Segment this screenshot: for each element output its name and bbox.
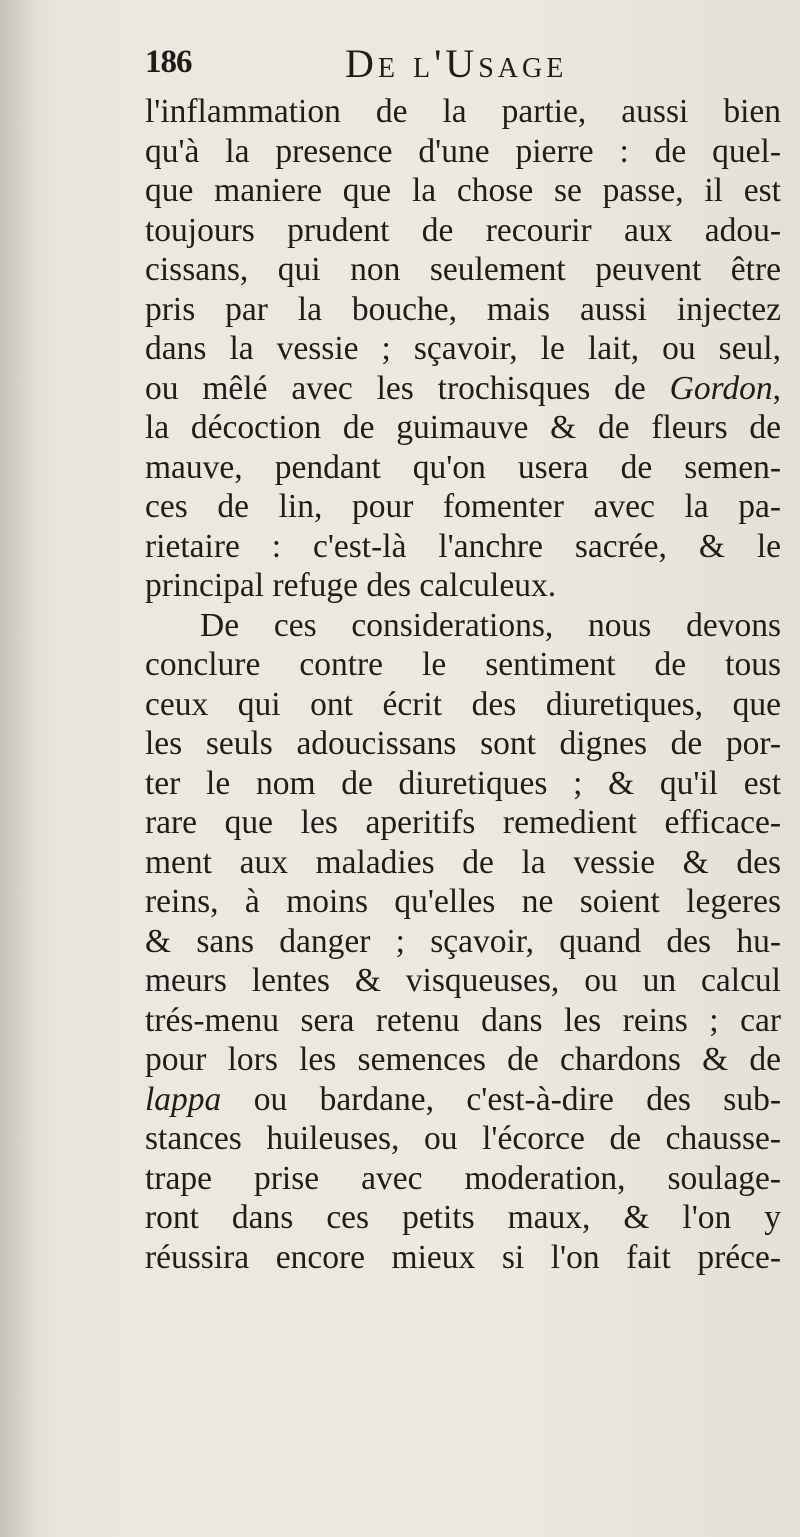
page-number: 186 xyxy=(145,44,192,80)
italic-term: Gordon xyxy=(669,369,773,407)
text-line: trape prise avec moderation, soulage- xyxy=(145,1159,781,1197)
text-line: reins, à moins qu'elles ne soient legeres xyxy=(145,883,781,920)
text-line: pris par la bouche, mais aussi injectez xyxy=(145,290,781,328)
text-line: rietaire : c'est-là l'anchre sacrée, & le xyxy=(145,527,781,565)
running-head: De l'Usage xyxy=(345,41,568,86)
text-line: ceux qui ont écrit des diuretiques, que xyxy=(145,685,781,723)
gutter-shadow xyxy=(0,0,40,1537)
text-line: la décoction de guimauve & de fleurs de xyxy=(145,409,781,446)
text-line: ront dans ces petits maux, & l'on y xyxy=(145,1199,781,1236)
text-line: & sans danger ; sçavoir, quand des hu- xyxy=(145,922,781,960)
text-line: trés-menu sera retenu dans les reins ; car xyxy=(145,1001,781,1039)
text-line: dans la vessie ; sçavoir, le lait, ou seul, xyxy=(145,330,781,367)
text-line: De ces considerations, nous devons xyxy=(200,606,781,644)
text-line: ment aux maladies de la vessie & des xyxy=(145,843,781,881)
text-line: qu'à la presence d'une pierre : de quel- xyxy=(145,132,781,170)
text-line: toujours prudent de recourir aux adou- xyxy=(145,211,781,249)
text-line: cissans, qui non seulement peuvent être xyxy=(145,251,781,288)
text-line: meurs lentes & visqueuses, ou un calcul xyxy=(145,962,781,999)
page-header xyxy=(145,40,785,92)
text-line: conclure contre le sentiment de tous xyxy=(145,646,781,683)
text-line: ter le nom de diuretiques ; & qu'il est xyxy=(145,764,781,802)
body-text xyxy=(145,92,781,1277)
text-line: ces de lin, pour fomenter avec la pa- xyxy=(145,488,781,525)
text-line: lappa ou bardane, c'est-à-dire des sub- xyxy=(145,1080,781,1118)
text-line: les seuls adoucissans sont dignes de por- xyxy=(145,725,781,762)
italic-term: lappa xyxy=(145,1080,222,1118)
text-line: ou mêlé avec les trochisques de Gordon, xyxy=(145,369,781,407)
text-line: que maniere que la chose se passe, il est xyxy=(145,172,781,209)
text-line: rare que les aperitifs remedient efficace- xyxy=(145,804,781,841)
text-line: mauve, pendant qu'on usera de semen- xyxy=(145,448,781,486)
text-line: pour lors les semences de chardons & de xyxy=(145,1041,781,1078)
text-line: stances huileuses, ou l'écorce de chausse- xyxy=(145,1120,781,1157)
text-line: réussira encore mieux si l'on fait préce- xyxy=(145,1238,781,1276)
text-line: l'inflammation de la partie, aussi bien xyxy=(145,93,781,130)
text-line: principal refuge des calculeux. xyxy=(145,567,557,604)
